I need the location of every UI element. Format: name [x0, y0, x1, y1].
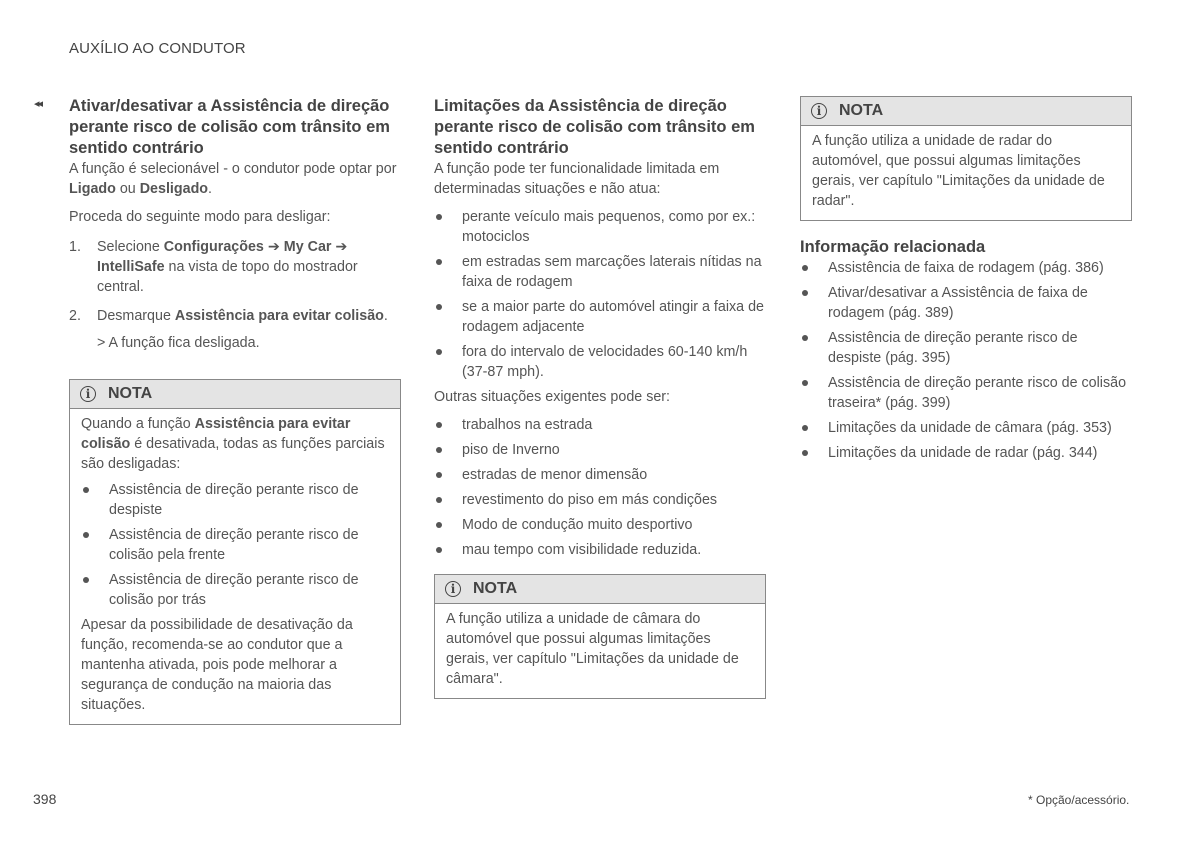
- related-link-text[interactable]: Assistência de faixa de rodagem (pág. 386): [828, 260, 1104, 276]
- list-item: [434, 297, 766, 337]
- option-on: Ligado: [69, 181, 116, 197]
- related-link[interactable]: [800, 258, 1133, 278]
- list-item-text: Assistência de direção perante risco de despiste: [109, 482, 359, 518]
- procedure-text: Proceda do seguinte modo para desligar:: [69, 209, 331, 225]
- list-item: [434, 540, 766, 560]
- note-text: é desativada, todas as funções parciais são desligadas:: [81, 436, 385, 472]
- note-text: A função utiliza a unidade de radar do automóvel, que possui algumas limitações gerais, ver capítulo "Limitações da unidade de radar".: [812, 133, 1105, 209]
- list-item-text: Assistência de direção perante risco de colisão por trás: [109, 572, 359, 608]
- setting-name: Assistência para evitar colisão: [174, 308, 384, 324]
- list-item-text: fora do intervalo de velocidades 60-140 km/h (37-87 mph).: [462, 344, 748, 380]
- list-item-text: estradas de menor dimensão: [462, 467, 648, 483]
- section-heading: Limitações da Assistência de direção perante risco de colisão com trânsito em sentido contrário: [434, 97, 755, 157]
- situation-list: [434, 415, 766, 560]
- list-item: [434, 415, 766, 435]
- step-item: [69, 237, 401, 297]
- note-box: [434, 574, 766, 699]
- step-list: [69, 237, 401, 326]
- footnote: * Opção/acessório.: [1028, 793, 1130, 807]
- step-number: 2.: [69, 308, 81, 324]
- related-link[interactable]: [800, 283, 1133, 323]
- section-heading: Ativar/desativar a Assistência de direção perante risco de colisão com trânsito em sentido contrário: [69, 97, 390, 157]
- related-link-text[interactable]: Limitações da unidade de radar (pág. 344): [828, 445, 1098, 461]
- info-icon: i: [445, 581, 461, 597]
- other-situations-text: Outras situações exigentes pode ser:: [434, 389, 671, 405]
- list-item-text: revestimento do piso em más condições: [462, 492, 718, 508]
- note-title: NOTA: [473, 580, 518, 597]
- list-item: [434, 440, 766, 460]
- note-text: Quando a função: [81, 416, 195, 432]
- page-header: AUXÍLIO AO CONDUTOR: [69, 40, 246, 57]
- note-header: [70, 380, 400, 409]
- limitation-list: [434, 207, 766, 382]
- column-3: [800, 96, 1133, 468]
- intro-text: A função é selecionável - o condutor pode optar por: [69, 161, 397, 177]
- column-1: [69, 96, 401, 725]
- list-item: [434, 252, 766, 292]
- intro-paragraph: [69, 159, 401, 199]
- note-intro: [81, 414, 389, 474]
- menu-path: Configurações ➔ My Car ➔ IntelliSafe: [97, 239, 348, 275]
- list-item-text: piso de Inverno: [462, 442, 560, 458]
- list-item: [81, 525, 389, 565]
- previous-page-icon[interactable]: ◂◂: [34, 98, 42, 110]
- note-title: NOTA: [839, 102, 884, 119]
- info-icon: i: [80, 386, 96, 402]
- note-box: [69, 379, 401, 725]
- step-number: 1.: [69, 239, 81, 255]
- step-text: na vista de topo do mostrador central.: [97, 259, 358, 295]
- note-body: [801, 126, 1131, 220]
- step-text: .: [383, 308, 388, 324]
- list-item: [81, 480, 389, 520]
- column-2: [434, 96, 766, 699]
- note-text: A função utiliza a unidade de câmara do automóvel que possui algumas limitações gerais, ver capítulo "Limitações da unidade de câmara".: [446, 611, 739, 687]
- step-result: > A função fica desligada.: [97, 335, 260, 351]
- related-link[interactable]: [800, 443, 1133, 463]
- list-item: [434, 207, 766, 247]
- note-body: [435, 604, 765, 698]
- related-link-text[interactable]: Limitações da unidade de câmara (pág. 353): [828, 420, 1112, 436]
- related-link[interactable]: [800, 373, 1133, 413]
- related-links-list: [800, 258, 1133, 463]
- note-header: [801, 97, 1131, 126]
- list-item: [434, 490, 766, 510]
- intro-text: .: [208, 181, 213, 197]
- related-link-text[interactable]: Assistência de direção perante risco de despiste (pág. 395): [828, 330, 1078, 366]
- list-item: [434, 465, 766, 485]
- related-link-text[interactable]: Assistência de direção perante risco de colisão traseira* (pág. 399): [828, 375, 1127, 411]
- note-title: NOTA: [108, 385, 153, 402]
- info-icon: i: [811, 103, 827, 119]
- intro-text: ou: [115, 181, 140, 197]
- step-item: [69, 306, 401, 326]
- note-body: [70, 409, 400, 724]
- list-item: [434, 515, 766, 535]
- list-item-text: trabalhos na estrada: [462, 417, 593, 433]
- list-item: [81, 570, 389, 610]
- list-item: [434, 342, 766, 382]
- list-item-text: se a maior parte do automóvel atingir a faixa de rodagem adjacente: [462, 299, 764, 335]
- related-link-text[interactable]: Ativar/desativar a Assistência de faixa de rodagem (pág. 389): [828, 285, 1088, 321]
- note-header: [435, 575, 765, 604]
- step-text: Selecione: [97, 239, 164, 255]
- note-outro: Apesar da possibilidade de desativação da função, recomenda-se ao condutor que a mantenha ativada, pois pode melhorar a segurança de condução na maioria das situações.: [81, 617, 353, 713]
- option-off: Desligado: [139, 181, 209, 197]
- list-item-text: Modo de condução muito desportivo: [462, 517, 693, 533]
- intro-paragraph: A função pode ter funcionalidade limitada em determinadas situações e não atua:: [434, 161, 720, 197]
- related-link[interactable]: [800, 418, 1133, 438]
- note-list: [81, 480, 389, 610]
- list-item-text: perante veículo mais pequenos, como por ex.: motociclos: [462, 209, 756, 245]
- related-link[interactable]: [800, 328, 1133, 368]
- list-item-text: mau tempo com visibilidade reduzida.: [462, 542, 702, 558]
- related-info-heading: Informação relacionada: [800, 238, 986, 256]
- note-box: [800, 96, 1132, 221]
- step-text: Desmarque: [97, 308, 175, 324]
- list-item-text: em estradas sem marcações laterais nítidas na faixa de rodagem: [462, 254, 762, 290]
- list-item-text: Assistência de direção perante risco de colisão pela frente: [109, 527, 359, 563]
- setting-name: Assistência para evitar colisão: [81, 416, 351, 452]
- page-number: 398: [33, 791, 57, 807]
